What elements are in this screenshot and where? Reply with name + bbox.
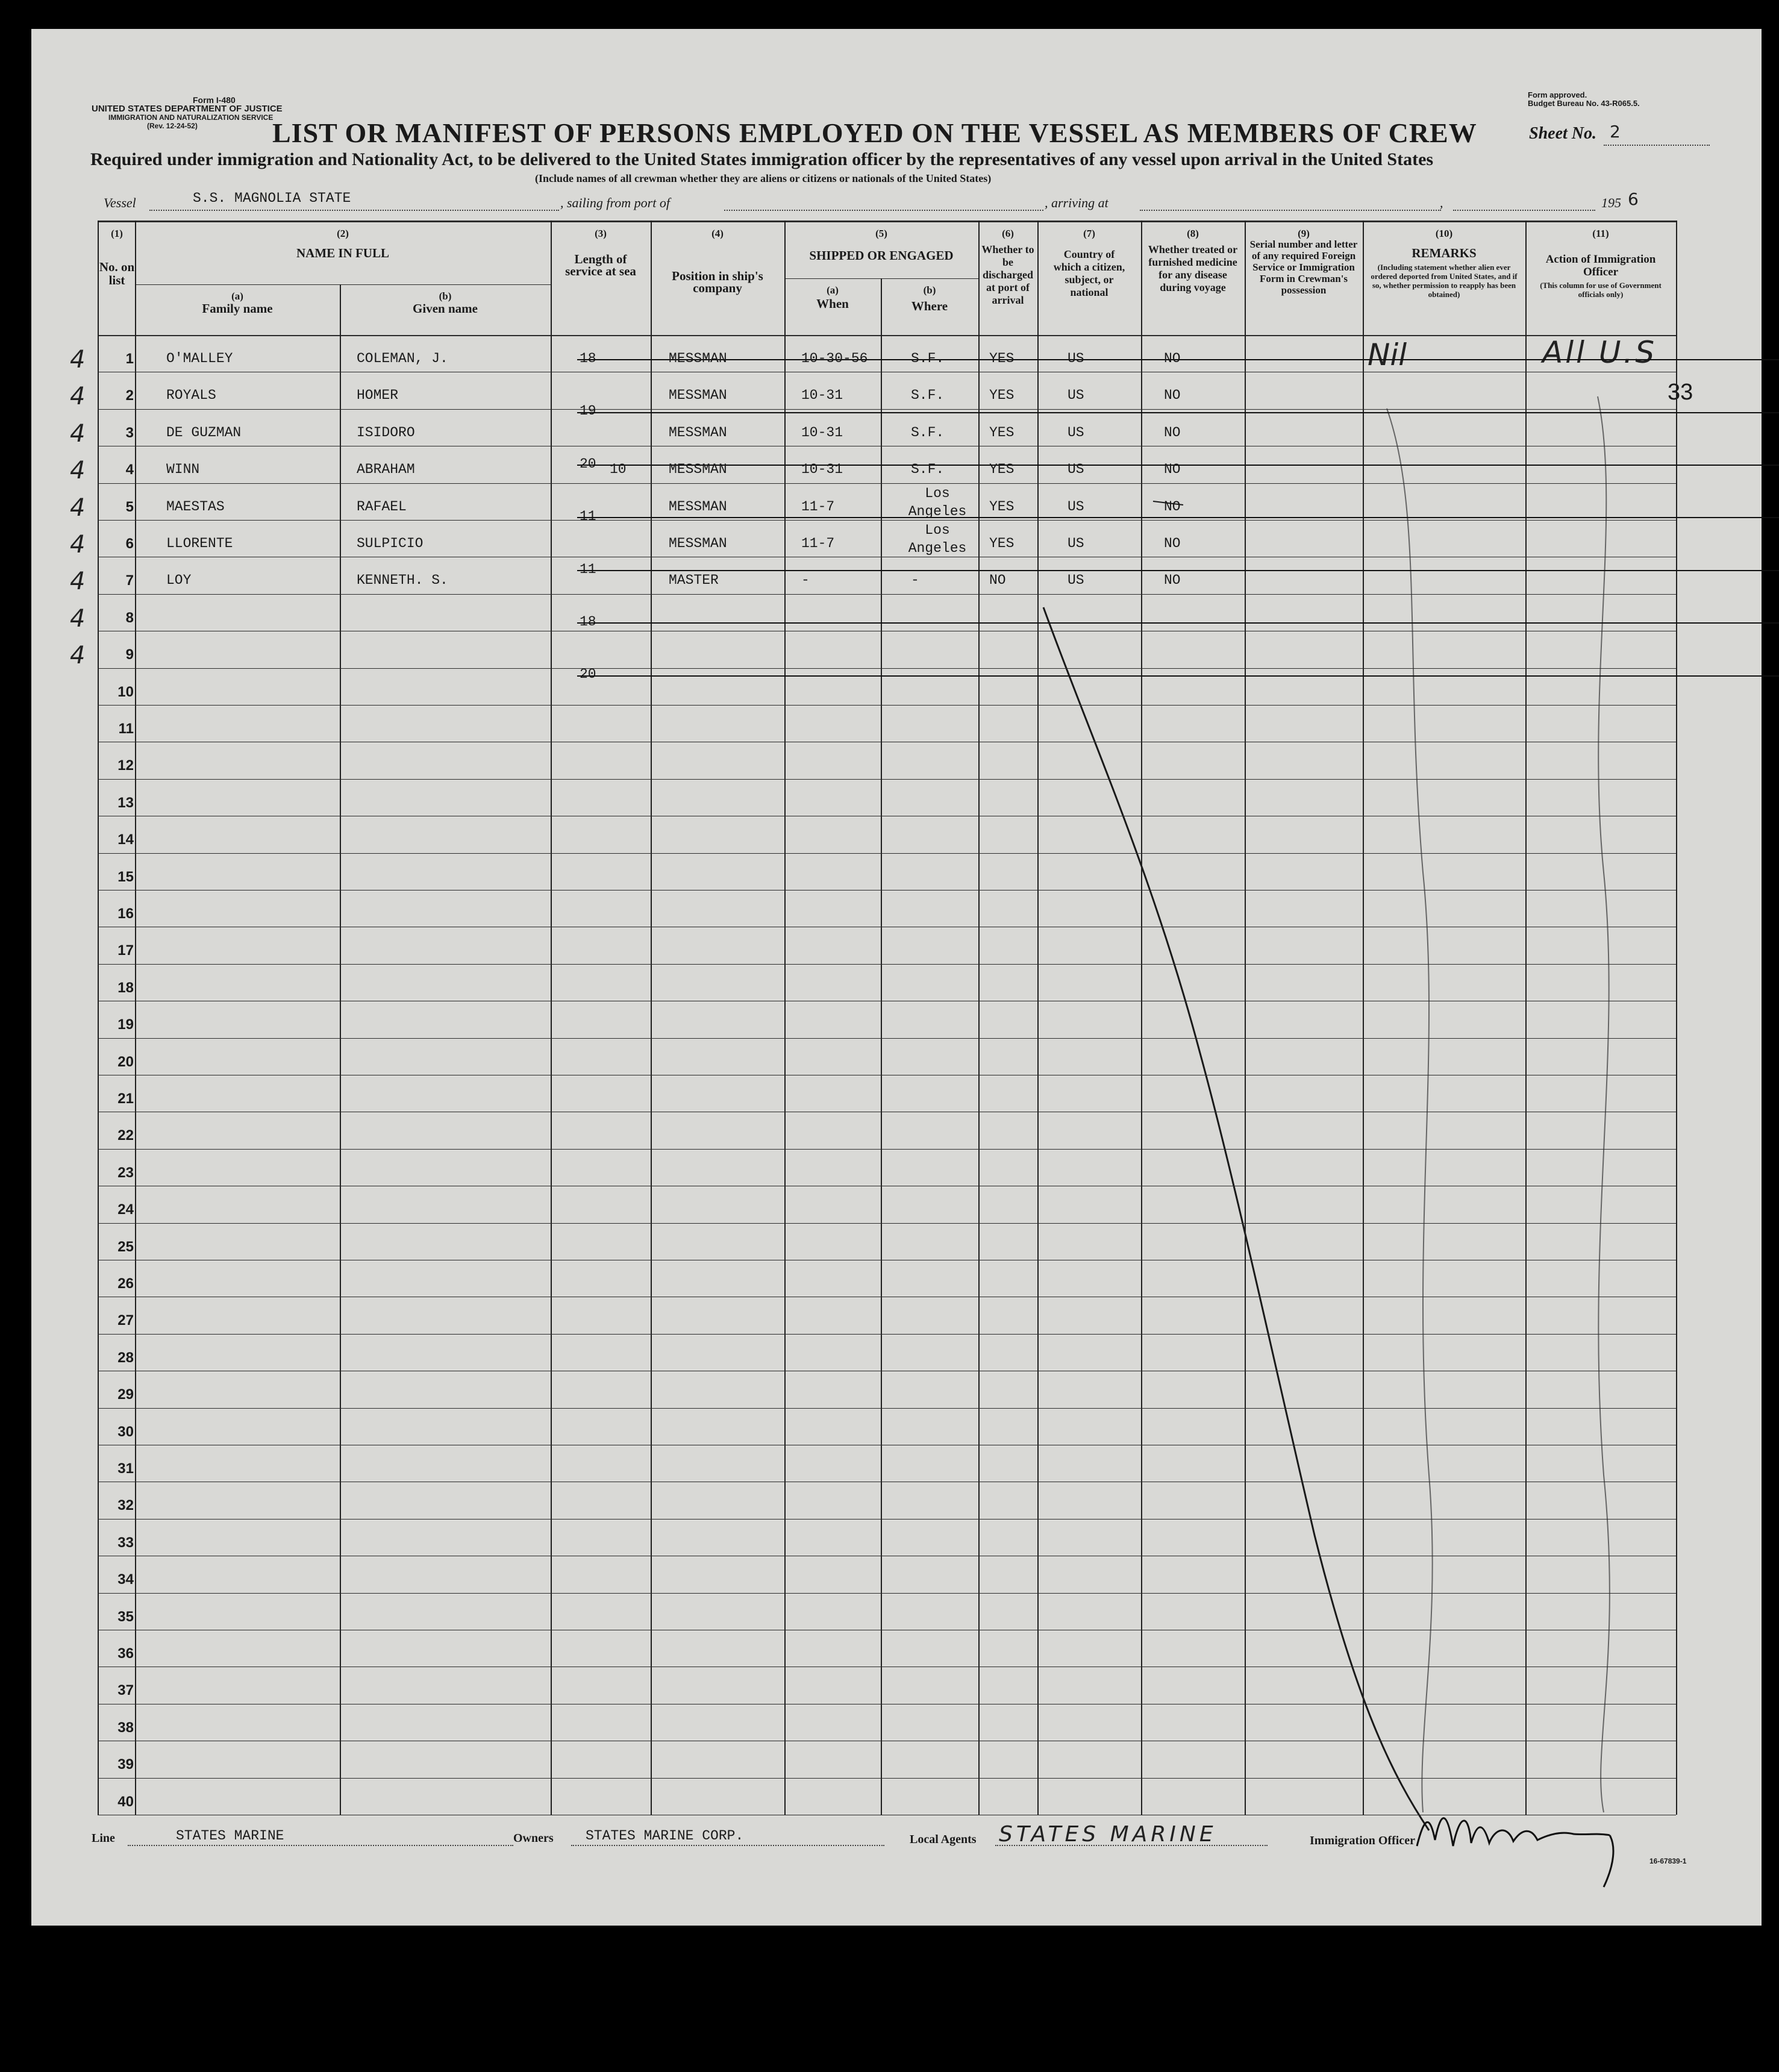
col4-header: Position in ship's company xyxy=(672,269,763,295)
year-digit: 6 xyxy=(1628,189,1639,209)
form-approved: Form approved. xyxy=(1528,90,1587,99)
row-number: 14 xyxy=(117,831,134,848)
treated: NO xyxy=(1164,498,1181,515)
discharged: YES xyxy=(989,351,1015,366)
table-top-rule xyxy=(98,221,1676,222)
row-number: 23 xyxy=(117,1164,134,1181)
given-name: RAFAEL xyxy=(357,498,407,515)
row-rule xyxy=(98,1038,1676,1039)
row-number: 11 xyxy=(118,721,134,737)
shipped-where: - xyxy=(911,572,919,589)
position: MESSMAN xyxy=(669,498,727,515)
row-number: 39 xyxy=(117,1756,134,1773)
col5b-num: (b) xyxy=(923,284,936,296)
shipped-when: 10-30-56 xyxy=(801,351,868,366)
row-number: 36 xyxy=(117,1645,134,1662)
given-name: ISIDORO xyxy=(357,424,415,440)
row-number: 31 xyxy=(117,1460,134,1477)
row-rule xyxy=(98,779,1676,780)
family-name: ROYALS xyxy=(166,387,216,404)
row-number: 32 xyxy=(117,1497,134,1514)
row-number-handwritten: 4 xyxy=(70,493,86,522)
col6-num: (6) xyxy=(1002,228,1014,239)
country: US xyxy=(1068,536,1084,551)
position: MASTER xyxy=(669,572,719,589)
treated: NO xyxy=(1164,462,1181,478)
discharged: YES xyxy=(989,387,1015,404)
treated: NO xyxy=(1164,572,1181,589)
given-name: SULPICIO xyxy=(357,536,424,551)
row-number: 38 xyxy=(117,1719,134,1736)
line-label: Line xyxy=(92,1832,115,1845)
col2a-header: Family name xyxy=(202,301,273,316)
col10-note: (Including statement whether alien ever ordered deported from United States, and if so, whether permission to reapply has been obtained) xyxy=(1371,263,1518,299)
action-ditto-stroke xyxy=(1598,396,1610,1812)
service-years-corrected: 10 xyxy=(610,462,627,478)
service: IMMIGRATION AND NATURALIZATION SERVICE xyxy=(108,113,274,122)
row-rule xyxy=(98,483,1676,484)
col11-header: Action of Immigration Officer xyxy=(1545,253,1656,278)
shipped-when: 11-7 xyxy=(801,536,835,551)
col5-header: SHIPPED OR ENGAGED xyxy=(809,248,954,263)
discharged: YES xyxy=(989,536,1015,551)
col11-note: (This column for use of Government officials only) xyxy=(1540,281,1662,299)
name-sub-rule-b xyxy=(340,284,551,285)
row-rule xyxy=(98,853,1676,854)
position: MESSMAN xyxy=(669,351,727,366)
shipped-where: S.F. xyxy=(911,462,945,478)
row-number: 2 xyxy=(125,387,134,404)
position: MESSMAN xyxy=(669,536,727,551)
given-name: ABRAHAM xyxy=(357,462,415,478)
row-number-handwritten: 4 xyxy=(70,568,86,596)
row-number-handwritten: 4 xyxy=(70,457,86,485)
department: UNITED STATES DEPARTMENT OF JUSTICE xyxy=(92,104,283,114)
action-note: All U.S xyxy=(1542,335,1657,370)
row-number-handwritten: 4 xyxy=(70,346,86,374)
discharged: NO xyxy=(989,572,1006,589)
given-name: COLEMAN, J. xyxy=(357,351,448,366)
col3-header: Length of service at sea xyxy=(565,252,636,278)
col8-num: (8) xyxy=(1187,228,1199,239)
pen-strokes xyxy=(31,29,1762,1926)
treated: NO xyxy=(1164,424,1181,440)
row-number: 4 xyxy=(125,462,134,478)
vessel-name: S.S. MAGNOLIA STATE xyxy=(193,190,351,206)
subnote: (Include names of all crewman whether they are aliens or citizens or nationals of the United States) xyxy=(535,172,992,184)
budget-bureau: Budget Bureau No. 43-R065.5. xyxy=(1528,99,1640,108)
shipped-where: S.F. xyxy=(911,351,945,366)
given-name: KENNETH. S. xyxy=(357,572,448,589)
comma-sep: , xyxy=(1440,195,1443,210)
row-rule xyxy=(98,1593,1676,1594)
row-rule xyxy=(98,1519,1676,1520)
officer-signature xyxy=(1411,1798,1664,1888)
col5-num: (5) xyxy=(875,228,887,239)
row-number: 10 xyxy=(117,683,134,700)
row-number-handwritten: 4 xyxy=(70,531,86,559)
col4-num: (4) xyxy=(711,228,724,239)
service-years: 20 xyxy=(580,456,1779,472)
row-rule xyxy=(98,1778,1676,1779)
service-years: 19 xyxy=(580,403,1779,419)
sailing-label: , sailing from port of xyxy=(560,195,670,210)
row-rule xyxy=(98,1149,1676,1150)
col10-num: (10) xyxy=(1435,228,1453,239)
service-years: 11 xyxy=(580,562,1779,577)
discharged: YES xyxy=(989,462,1015,478)
service-years: 18 xyxy=(580,614,1779,630)
row-number: 1 xyxy=(125,351,134,367)
remarks-note: Nil xyxy=(1368,337,1407,372)
service-years: 11 xyxy=(580,509,1779,524)
row-rule xyxy=(98,1408,1676,1409)
given-name: HOMER xyxy=(357,387,399,404)
treated: NO xyxy=(1164,536,1181,551)
officer-label: Immigration Officer xyxy=(1310,1834,1415,1847)
col3-num: (3) xyxy=(595,228,607,239)
col7-num: (7) xyxy=(1083,228,1095,239)
country: US xyxy=(1068,462,1084,478)
country: US xyxy=(1068,424,1084,440)
col2b-header: Given name xyxy=(413,301,478,316)
row-number: 40 xyxy=(117,1793,134,1810)
shipped-when: 10-31 xyxy=(801,424,843,440)
row-number: 28 xyxy=(117,1349,134,1366)
row-number: 3 xyxy=(125,424,134,441)
row-rule xyxy=(98,964,1676,965)
country: US xyxy=(1068,387,1084,404)
row-rule xyxy=(98,594,1676,595)
country: US xyxy=(1068,572,1084,589)
row-rule xyxy=(98,520,1676,521)
column-rule xyxy=(551,221,552,1815)
row-number: 8 xyxy=(125,609,134,626)
row-rule xyxy=(98,1334,1676,1335)
line-rule xyxy=(128,1845,513,1846)
shipped-where: Los Angeles xyxy=(908,485,967,519)
side-count: 33 xyxy=(1668,380,1693,405)
row-number: 15 xyxy=(117,868,134,885)
family-name: WINN xyxy=(166,462,200,478)
row-number: 21 xyxy=(117,1091,134,1107)
row-number-handwritten: 4 xyxy=(70,419,86,448)
col10-header: REMARKS xyxy=(1412,246,1477,260)
col5a-header: When xyxy=(816,296,849,311)
row-number: 20 xyxy=(117,1053,134,1070)
col9-num: (9) xyxy=(1298,228,1310,239)
row-number: 35 xyxy=(117,1608,134,1625)
subtitle: Required under immigration and Nationality Act, to be delivered to the United States immigration officer by the representatives of any vessel upon arrival in the United States xyxy=(90,149,1434,169)
shipped-when: 10-31 xyxy=(801,462,843,478)
page-title: LIST OR MANIFEST OF PERSONS EMPLOYED ON THE VESSEL AS MEMBERS OF CREW xyxy=(272,117,1477,148)
discharged: YES xyxy=(989,498,1015,515)
row-number: 16 xyxy=(117,906,134,922)
row-rule xyxy=(98,668,1676,669)
column-rule xyxy=(340,284,341,1815)
col9-header: Serial number and letter of any required Foreign Service or Immigration Form in Crewman's possession xyxy=(1249,239,1358,296)
owners-rule xyxy=(571,1845,884,1846)
shipped-where: Los Angeles xyxy=(908,522,967,556)
country: US xyxy=(1068,498,1084,515)
row-number: 26 xyxy=(117,1275,134,1292)
col1-header: No. on list xyxy=(99,260,135,287)
row-number: 6 xyxy=(125,536,134,552)
row-number: 5 xyxy=(125,498,134,515)
year-prefix: 195 xyxy=(1601,195,1621,210)
position: MESSMAN xyxy=(669,424,727,440)
col5a-num: (a) xyxy=(827,284,839,296)
diagonal-line-stroke xyxy=(1043,607,1429,1830)
row-number-handwritten: 4 xyxy=(70,383,86,411)
shipped-where: S.F. xyxy=(911,387,945,404)
treated: NO xyxy=(1164,387,1181,404)
line-value: STATES MARINE xyxy=(176,1828,284,1844)
service-years: 18 xyxy=(580,351,1779,366)
col8-header: Whether treated or furnished medicine for any disease during voyage xyxy=(1148,243,1238,293)
treated: NO xyxy=(1164,351,1181,366)
row-number: 33 xyxy=(117,1534,134,1551)
col2a-num: (a) xyxy=(231,290,243,302)
arriving-label: , arriving at xyxy=(1045,195,1108,210)
row-rule xyxy=(98,1223,1676,1224)
owners-value: STATES MARINE CORP. xyxy=(586,1828,744,1844)
col6-header: Whether to be discharged at port of arrival xyxy=(981,243,1034,306)
row-number-handwritten: 4 xyxy=(70,604,86,633)
row-number: 22 xyxy=(117,1127,134,1144)
column-rule xyxy=(135,221,136,1815)
col7-header: Country of which a citizen, subject, or national xyxy=(1053,248,1125,298)
row-number: 9 xyxy=(125,646,134,663)
row-number: 18 xyxy=(117,979,134,996)
row-number: 24 xyxy=(117,1201,134,1218)
row-number: 37 xyxy=(117,1682,134,1699)
owners-label: Owners xyxy=(513,1832,554,1845)
shipped-where: S.F. xyxy=(911,424,945,440)
row-number: 19 xyxy=(117,1016,134,1033)
row-number: 25 xyxy=(117,1238,134,1255)
col11-num: (11) xyxy=(1592,228,1609,239)
name-sub-rule xyxy=(135,284,340,285)
family-name: DE GUZMAN xyxy=(166,424,242,440)
discharged: YES xyxy=(989,424,1015,440)
agents-value: STATES MARINE xyxy=(999,1822,1217,1847)
row-number: 17 xyxy=(117,942,134,959)
family-name: MAESTAS xyxy=(166,498,225,515)
shipped-when: 11-7 xyxy=(801,498,835,515)
row-number: 30 xyxy=(117,1423,134,1440)
row-number-handwritten: 4 xyxy=(70,642,86,670)
revision: (Rev. 12-24-52) xyxy=(147,122,198,130)
print-code: 16-67839-1 xyxy=(1649,1857,1687,1865)
row-number: 27 xyxy=(117,1312,134,1329)
col2b-num: (b) xyxy=(439,290,452,302)
row-number: 7 xyxy=(125,572,134,589)
sheet-label: Sheet No. xyxy=(1529,124,1596,143)
sheet-no: 2 xyxy=(1610,122,1621,142)
family-name: O'MALLEY xyxy=(166,351,233,366)
header-bottom-rule xyxy=(98,335,1676,336)
position: MESSMAN xyxy=(669,462,727,478)
agents-label: Local Agents xyxy=(910,1833,977,1846)
form-number: Form I-480 xyxy=(193,95,236,105)
manifest-page xyxy=(31,29,1762,1926)
family-name: LOY xyxy=(166,572,192,589)
col2-header: NAME IN FULL xyxy=(296,246,389,260)
row-number: 29 xyxy=(117,1386,134,1403)
col2-num: (2) xyxy=(337,228,349,239)
vessel-label: Vessel xyxy=(104,195,136,210)
row-number: 34 xyxy=(117,1571,134,1588)
country: US xyxy=(1068,351,1084,366)
position: MESSMAN xyxy=(669,387,727,404)
family-name: LLORENTE xyxy=(166,536,233,551)
col1-num: (1) xyxy=(111,228,123,239)
service-years: 20 xyxy=(580,666,1779,682)
shipped-when: - xyxy=(801,572,810,589)
shipped-when: 10-31 xyxy=(801,387,843,404)
row-number: 12 xyxy=(117,757,134,774)
row-number: 13 xyxy=(117,794,134,811)
col5b-header: Where xyxy=(911,299,948,313)
row-rule xyxy=(98,705,1676,706)
